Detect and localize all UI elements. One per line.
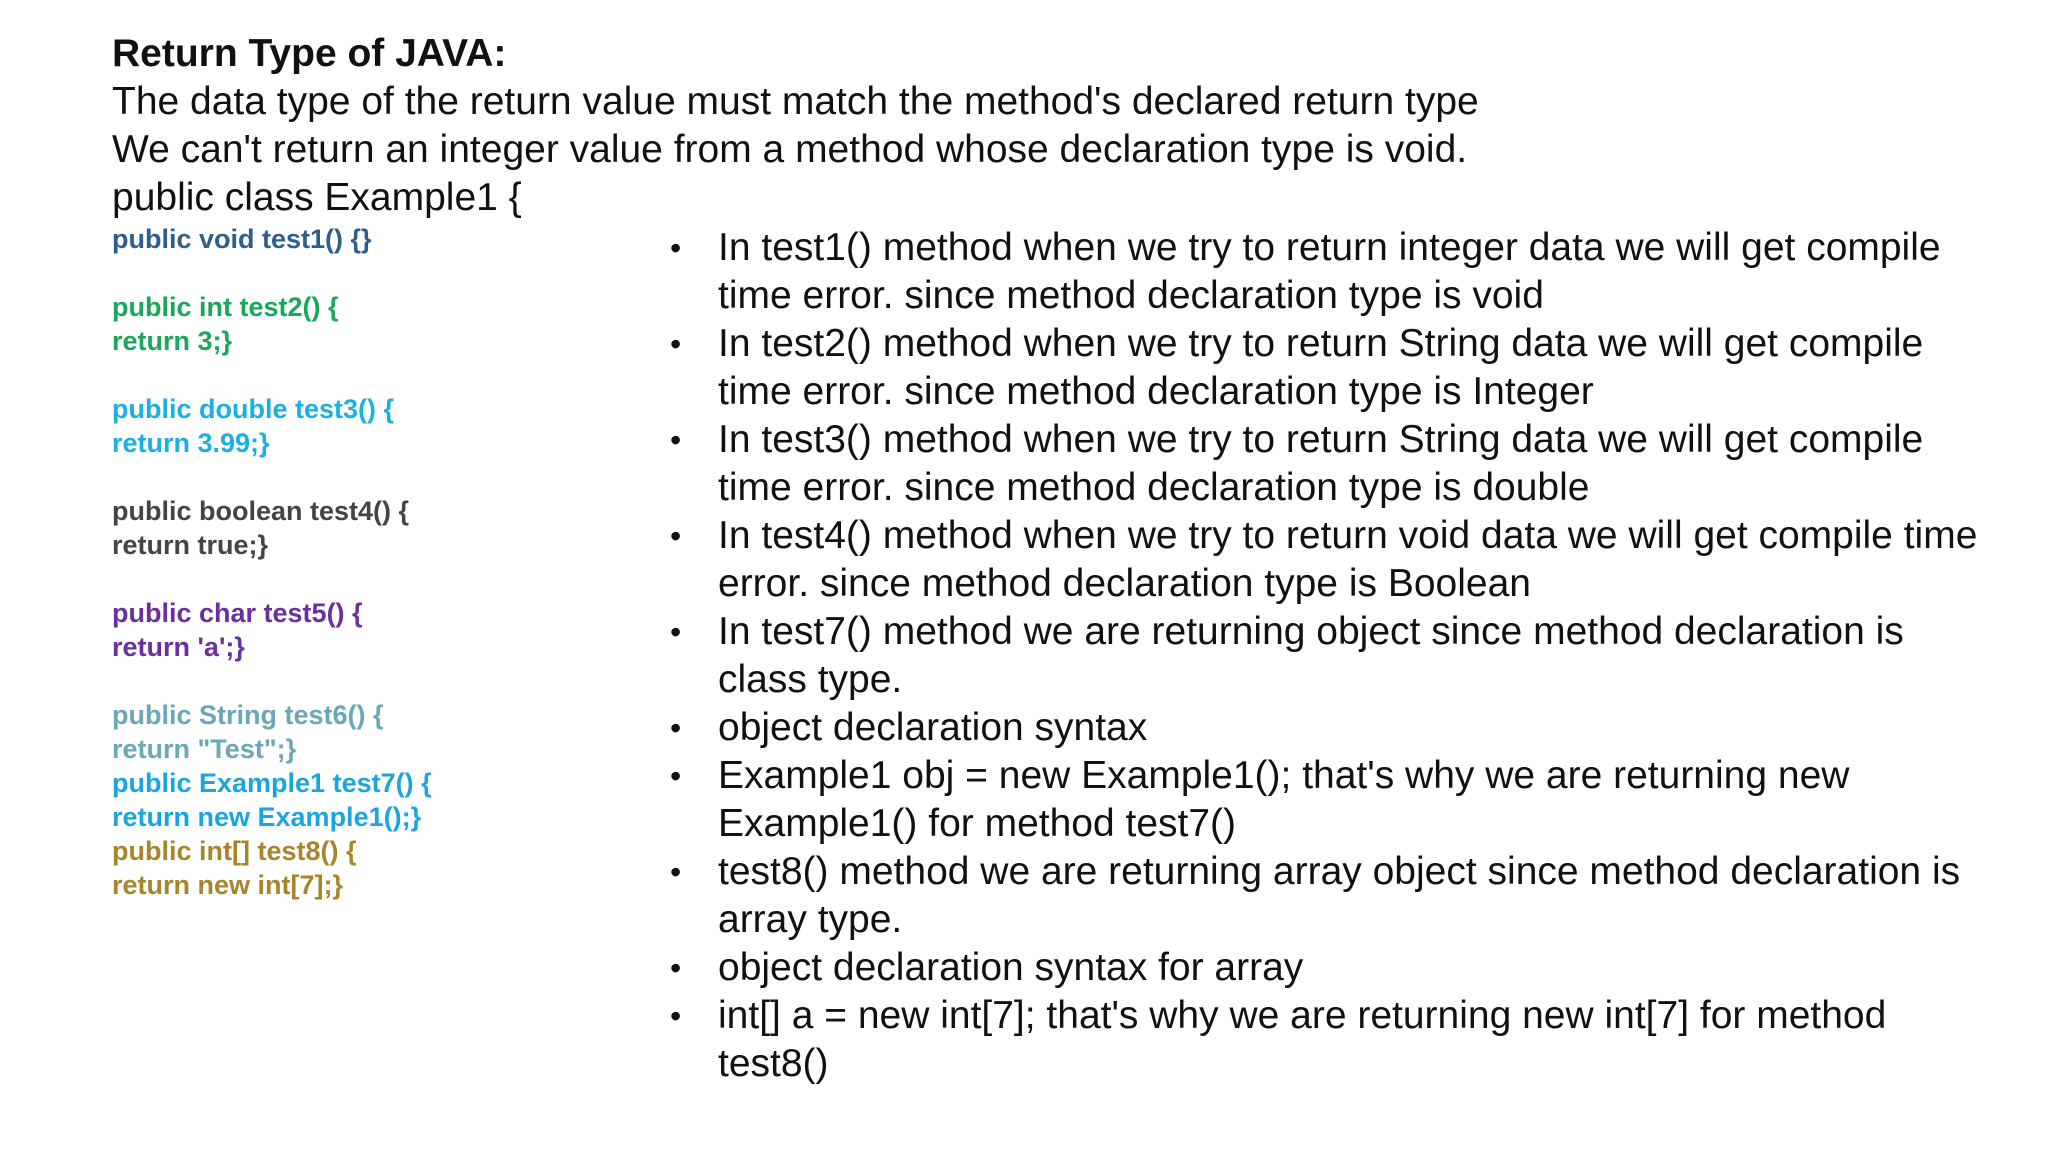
bullet-icon: • (670, 422, 682, 458)
code-line: public int[] test8() { (112, 836, 357, 866)
bullet-text: In test2() method when we try to return String data we will get compile time error. since method declaration type is Integer (718, 322, 1924, 413)
code-line: return 3.99;} (112, 428, 270, 458)
bullet-text: In test1() method when we try to return integer data we will get compile time error. since method declaration type is void (718, 226, 1941, 317)
explanation-bullet-list (660, 224, 2000, 1088)
bullet-item (660, 512, 2000, 608)
code-line: return new int[7];} (112, 870, 344, 900)
bullet-icon: • (670, 950, 682, 986)
code-line: return 'a';} (112, 632, 245, 662)
bullet-text: In test7() method we are returning object since method declaration is class type. (718, 610, 1904, 701)
intro-line-return-type-rule: The data type of the return value must match the method's declared return type (112, 80, 1479, 123)
bullet-icon: • (670, 518, 682, 554)
bullet-item (660, 752, 2000, 848)
code-line: public double test3() { (112, 394, 395, 424)
bullet-item (660, 704, 2000, 752)
code-line: public boolean test4() { (112, 496, 410, 526)
bullet-item (660, 992, 2000, 1088)
slide-title: Return Type of JAVA: (112, 32, 507, 75)
bullet-icon: • (670, 614, 682, 650)
bullet-text: object declaration syntax (718, 706, 1148, 749)
bullet-icon: • (670, 710, 682, 746)
bullet-text: test8() method we are returning array object since method declaration is array type. (718, 850, 1961, 941)
bullet-text: Example1 obj = new Example1(); that's why we are returning new Example1() for method test7() (718, 754, 1850, 845)
intro-line-void-rule: We can't return an integer value from a method whose declaration type is void. (112, 128, 1468, 171)
class-declaration-line: public class Example1 { (112, 176, 522, 219)
code-snippet (112, 222, 432, 902)
bullet-text: object declaration syntax for array (718, 946, 1304, 989)
bullet-item (660, 608, 2000, 704)
bullet-icon: • (670, 758, 682, 794)
bullet-text: In test3() method when we try to return String data we will get compile time error. since method declaration type is double (718, 418, 1924, 509)
bullet-icon: • (670, 326, 682, 362)
bullet-text: In test4() method when we try to return void data we will get compile time error. since method declaration type is Boolean (718, 514, 1978, 605)
code-line: return true;} (112, 530, 269, 560)
bullet-icon: • (670, 998, 682, 1034)
code-line: public int test2() { (112, 292, 339, 322)
bullet-item (660, 416, 2000, 512)
bullet-text: int[] a = new int[7]; that's why we are returning new int[7] for method test8() (718, 994, 1887, 1085)
bullet-icon: • (670, 854, 682, 890)
code-line: public String test6() { (112, 700, 384, 730)
code-line: return "Test";} (112, 734, 297, 764)
code-line: return new Example1();} (112, 802, 422, 832)
bullet-item (660, 320, 2000, 416)
bullet-item (660, 224, 2000, 320)
code-line: public void test1() {} (112, 224, 372, 254)
code-line: public char test5() { (112, 598, 363, 628)
code-line: return 3;} (112, 326, 233, 356)
bullet-icon: • (670, 230, 682, 266)
code-line: public Example1 test7() { (112, 768, 432, 798)
bullet-item (660, 944, 2000, 992)
bullet-item (660, 848, 2000, 944)
